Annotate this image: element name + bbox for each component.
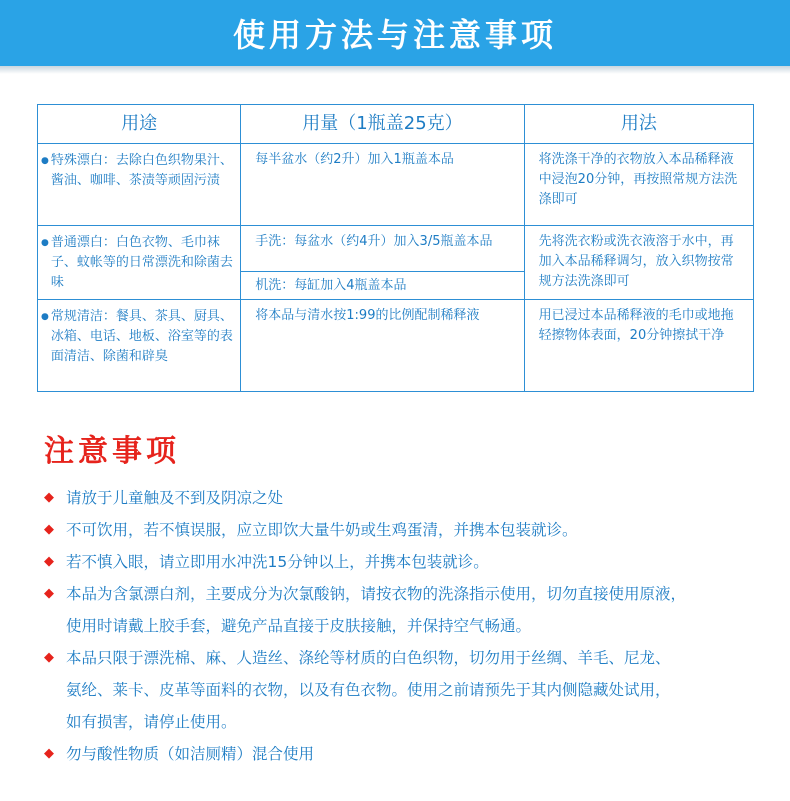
dot-icon: ● — [41, 312, 49, 322]
list-item — [44, 514, 764, 546]
usage-cell — [38, 226, 241, 300]
usage-table — [37, 104, 754, 392]
red-diamond-icon: ◆ — [44, 490, 54, 505]
note-line: 本品为含氯漂白剂，主要成分为次氯酸钠，请按衣物的洗涤指示使用，切勿直接使用原液， — [66, 585, 687, 603]
amount-cell — [241, 144, 524, 226]
note-line: 本品只限于漂洗棉、麻、人造丝、涤纶等材质的白色织物，切勿用于丝绸、羊毛、尼龙、 — [66, 649, 671, 667]
red-diamond-icon: ◆ — [44, 746, 54, 761]
red-diamond-icon: ◆ — [44, 522, 54, 537]
notes-title: 注意事项 — [44, 434, 180, 469]
method-cell — [524, 226, 753, 300]
note-line: 氨纶、莱卡、皮革等面料的衣物，以及有色衣物。使用之前请预先于其内侧隐藏处试用， — [66, 681, 671, 699]
amount-text: 手洗：每盆水（约4升）加入3/5瓶盖本品 — [255, 234, 493, 249]
red-diamond-icon: ◆ — [44, 586, 54, 601]
amount-text: 机洗：每缸加入4瓶盖本品 — [255, 278, 407, 293]
note-line: 勿与酸性物质（如洁厕精）混合使用 — [66, 745, 315, 763]
list-item — [44, 642, 764, 738]
usage-cell — [38, 144, 241, 226]
method-cell — [524, 300, 753, 392]
note-line: 使用时请戴上胶手套，避免产品直接于皮肤接触，并保持空气畅通。 — [66, 617, 532, 635]
banner-title: 使用方法与注意事项 — [232, 16, 557, 54]
table-header-row — [38, 105, 754, 144]
header-amount: 用量（1瓶盖25克） — [241, 105, 524, 144]
note-line: 不可饮用，若不慎误服，应立即饮大量牛奶或生鸡蛋清，并携本包装就诊。 — [66, 521, 578, 539]
header-method: 用法 — [524, 105, 753, 144]
dot-icon: ● — [41, 238, 49, 248]
notes-list — [44, 482, 764, 770]
amount-cell — [241, 300, 524, 392]
method-text: 先将洗衣粉或洗衣液溶于水中，再加入本品稀释调匀，放入织物按常规方法洗涤即可 — [538, 234, 734, 289]
red-diamond-icon: ◆ — [44, 650, 54, 665]
amount-text: 将本品与清水按1:99的比例配制稀释液 — [255, 308, 480, 323]
dot-icon: ● — [41, 156, 49, 166]
table-row — [38, 300, 754, 392]
method-text: 用已浸过本品稀释液的毛巾或地拖轻擦物体表面，20分钟擦拭干净 — [538, 308, 734, 343]
list-item — [44, 578, 764, 642]
red-diamond-icon: ◆ — [44, 554, 54, 569]
method-text: 将洗涤干净的衣物放入本品稀释液中浸泡20分钟，再按照常规方法洗涤即可 — [538, 152, 738, 207]
note-line: 如有损害，请停止使用。 — [66, 713, 237, 731]
table-row — [38, 226, 754, 272]
note-line: 若不慎入眼，请立即用水冲洗15分钟以上，并携本包装就诊。 — [66, 553, 489, 571]
list-item — [44, 546, 764, 578]
list-item — [44, 738, 764, 770]
list-item — [44, 482, 764, 514]
usage-text: 普通漂白：白色衣物、毛巾袜子、蚊帐等的日常漂洗和除菌去味 — [50, 235, 233, 290]
table-row — [38, 144, 754, 226]
amount-cell-machine — [241, 272, 524, 300]
method-cell — [524, 144, 753, 226]
note-line: 请放于儿童触及不到及阴凉之处 — [66, 489, 284, 507]
usage-cell — [38, 300, 241, 392]
usage-text: 特殊漂白：去除白色织物果汁、酱油、咖啡、茶渍等顽固污渍 — [50, 153, 233, 188]
banner-shadow — [0, 66, 790, 74]
header-usage: 用途 — [38, 105, 241, 144]
amount-cell-hand — [241, 226, 524, 272]
title-banner — [0, 0, 790, 66]
usage-text: 常规清洁：餐具、茶具、厨具、冰箱、电话、地板、浴室等的表面清洁、除菌和辟臭 — [50, 309, 233, 364]
amount-text: 每半盆水（约2升）加入1瓶盖本品 — [255, 152, 454, 167]
